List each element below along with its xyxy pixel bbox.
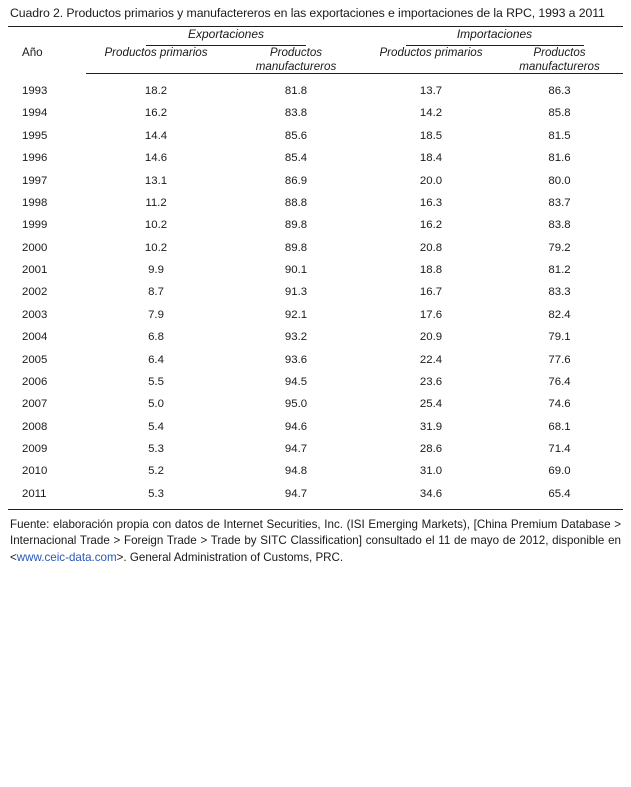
cell-imp-manuf: 86.3 [548,85,571,97]
cell-imp-primary: 34.6 [419,487,443,500]
column-header-year: Año [22,46,43,59]
group-header-row [8,27,623,46]
table-row [8,169,623,191]
table-row [8,415,623,437]
cell-exp-primary: 5.3 [148,443,164,455]
cell-imp-primary: 13.7 [419,85,443,97]
cell-imp-primary: 18.4 [419,152,443,165]
cell-year: 2008 [22,420,48,433]
cell-year: 2006 [22,375,48,388]
cell-exp-primary: 5.0 [148,398,164,411]
cell-imp-manuf: 68.1 [548,420,571,433]
cell-exp-primary: 6.4 [148,353,164,366]
cell-imp-manuf: 79.1 [548,331,571,344]
cell-imp-primary: 31.9 [419,420,443,433]
cell-year: 2011 [22,487,47,500]
cell-year: 1996 [22,152,48,165]
cell-exp-manuf: 94.8 [284,465,308,478]
cell-exp-manuf: 94.7 [284,487,308,500]
table-row [8,236,623,258]
column-header-exports-manufactured [226,46,366,73]
cell-exp-manuf: 91.3 [284,286,308,299]
cell-exp-primary: 10.2 [144,241,168,254]
cell-imp-primary: 28.6 [419,443,443,455]
cell-imp-manuf: 80.0 [548,174,571,187]
cell-year: 2002 [22,286,48,299]
cell-exp-primary: 13.1 [144,174,168,187]
table-row [8,259,623,281]
column-header-imports-primary: Productos primarios [379,46,483,59]
cell-imp-primary: 16.7 [419,286,443,299]
cell-imp-manuf: 81.6 [548,152,571,165]
table-row [8,192,623,214]
cell-year: 2005 [22,353,48,366]
cell-year: 1999 [22,219,48,232]
cell-exp-primary: 5.4 [148,420,164,433]
cell-exp-manuf: 94.7 [284,443,308,455]
cell-imp-manuf: 81.2 [548,264,571,276]
cell-exp-manuf: 95.0 [284,398,308,411]
group-header-spacer [8,27,86,46]
cell-year: 2003 [22,308,48,321]
cell-imp-manuf: 85.8 [548,107,571,120]
cell-exp-primary: 14.4 [144,129,168,142]
table-body [8,74,623,509]
cell-exp-manuf: 85.4 [284,152,308,165]
cell-imp-manuf: 83.3 [548,286,571,299]
table-head [8,27,623,74]
cell-imp-primary: 22.4 [419,353,443,366]
cell-imp-primary: 31.0 [419,465,443,478]
table-row [8,371,623,393]
source-text-part2: >. General Administration of Customs, PRC. [116,550,344,564]
cell-imp-primary: 18.5 [419,129,443,142]
cell-imp-manuf: 74.6 [548,398,571,411]
cell-imp-primary: 17.6 [419,308,443,321]
cell-exp-manuf: 88.8 [284,196,308,209]
cell-exp-manuf: 94.5 [284,375,308,388]
cell-imp-manuf: 83.7 [548,196,571,209]
table-row [8,326,623,348]
cell-exp-primary: 5.3 [148,487,164,500]
table-row [8,281,623,303]
group-header-imports: Importaciones [366,27,623,46]
cell-exp-manuf: 85.6 [284,129,308,142]
cell-imp-manuf: 81.5 [548,129,571,142]
table-row [8,460,623,482]
cell-exp-primary: 14.6 [144,152,168,165]
source-text-part1: Fuente: elaboración propia con datos de Internet Securities, Inc. (ISI Emerging Markets), [China Premium Database > Internacional Trade > Foreign Trade > Trade by SITC Classification] consultado el 11 de mayo de 2012, disponible en < [10,517,621,564]
cell-exp-manuf: 93.6 [284,353,308,366]
cell-imp-primary: 20.9 [419,331,443,344]
cell-imp-primary: 14.2 [419,107,443,120]
cell-exp-primary: 8.7 [148,286,164,299]
table-row [8,147,623,169]
cell-year: 1994 [22,107,48,120]
cell-imp-manuf: 69.0 [548,465,571,478]
table-row [8,393,623,415]
cell-exp-primary: 7.9 [148,308,164,321]
source-link[interactable]: www.ceic-data.com [16,550,117,564]
column-header-exports-manufactured-line1: Productos [269,46,323,59]
cell-exp-manuf: 89.8 [284,241,308,254]
cell-exp-manuf: 90.1 [284,264,308,276]
cell-exp-primary: 5.5 [148,375,164,388]
cell-exp-manuf: 86.9 [284,174,308,187]
cell-imp-primary: 25.4 [419,398,443,411]
cell-exp-primary: 6.8 [148,331,164,344]
table-row [8,483,623,509]
cell-exp-manuf: 83.8 [284,107,308,120]
cell-year: 1998 [22,196,48,209]
cell-exp-primary: 9.9 [148,264,164,276]
cell-year: 2001 [22,264,48,276]
cell-year: 1993 [22,85,48,97]
cell-imp-manuf: 82.4 [548,308,571,321]
cell-exp-primary: 16.2 [144,107,168,120]
cell-imp-primary: 23.6 [419,375,443,388]
cell-imp-manuf: 83.8 [548,219,571,232]
cell-exp-primary: 5.2 [148,465,164,478]
cell-imp-primary: 20.0 [419,174,443,187]
cell-exp-primary: 18.2 [144,85,168,97]
cell-year: 2007 [22,398,48,411]
table-row [8,102,623,124]
cell-year: 1997 [22,174,48,187]
cell-imp-manuf: 79.2 [548,241,571,254]
column-header-exports-primary: Productos primarios [104,46,208,59]
column-header-imports-manufactured [496,46,623,73]
cell-exp-primary: 11.2 [145,196,167,209]
cell-exp-manuf: 89.8 [284,219,308,232]
data-table [8,27,623,509]
table-row [8,438,623,460]
column-header-imports-manufactured-line2: manufactureros [519,59,600,73]
cell-year: 1995 [22,129,48,142]
cell-imp-primary: 20.8 [419,241,443,254]
cell-imp-manuf: 76.4 [548,375,571,388]
table-row [8,125,623,147]
table-row [8,74,623,102]
cell-imp-primary: 16.2 [419,219,443,232]
cell-exp-manuf: 81.8 [284,85,308,97]
table-row [8,304,623,326]
table-source-note [8,510,623,567]
cell-year: 2004 [22,331,48,344]
cell-imp-primary: 16.3 [419,196,443,209]
cell-imp-manuf: 77.6 [548,353,571,366]
cell-imp-manuf: 71.4 [548,443,571,455]
cell-year: 2009 [22,443,48,455]
column-header-exports-manufactured-line2: manufactureros [255,59,337,73]
cell-year: 2000 [22,241,48,254]
column-header-imports-manufactured-line1: Productos [533,46,586,59]
column-header-row [8,46,623,73]
cell-exp-manuf: 93.2 [284,331,308,344]
cell-imp-primary: 18.8 [419,264,443,276]
group-header-exports: Exportaciones [86,27,366,46]
cell-year: 2010 [22,465,48,478]
cell-imp-manuf: 65.4 [548,487,571,500]
table-caption: Cuadro 2. Productos primarios y manufactereros en las exportaciones e importaciones de la RPC, 1993 a 2011 [10,6,605,20]
cell-exp-primary: 10.2 [144,219,168,232]
cell-exp-manuf: 92.1 [284,308,308,321]
table-row [8,348,623,370]
table-row [8,214,623,236]
cell-exp-manuf: 94.6 [284,420,308,433]
